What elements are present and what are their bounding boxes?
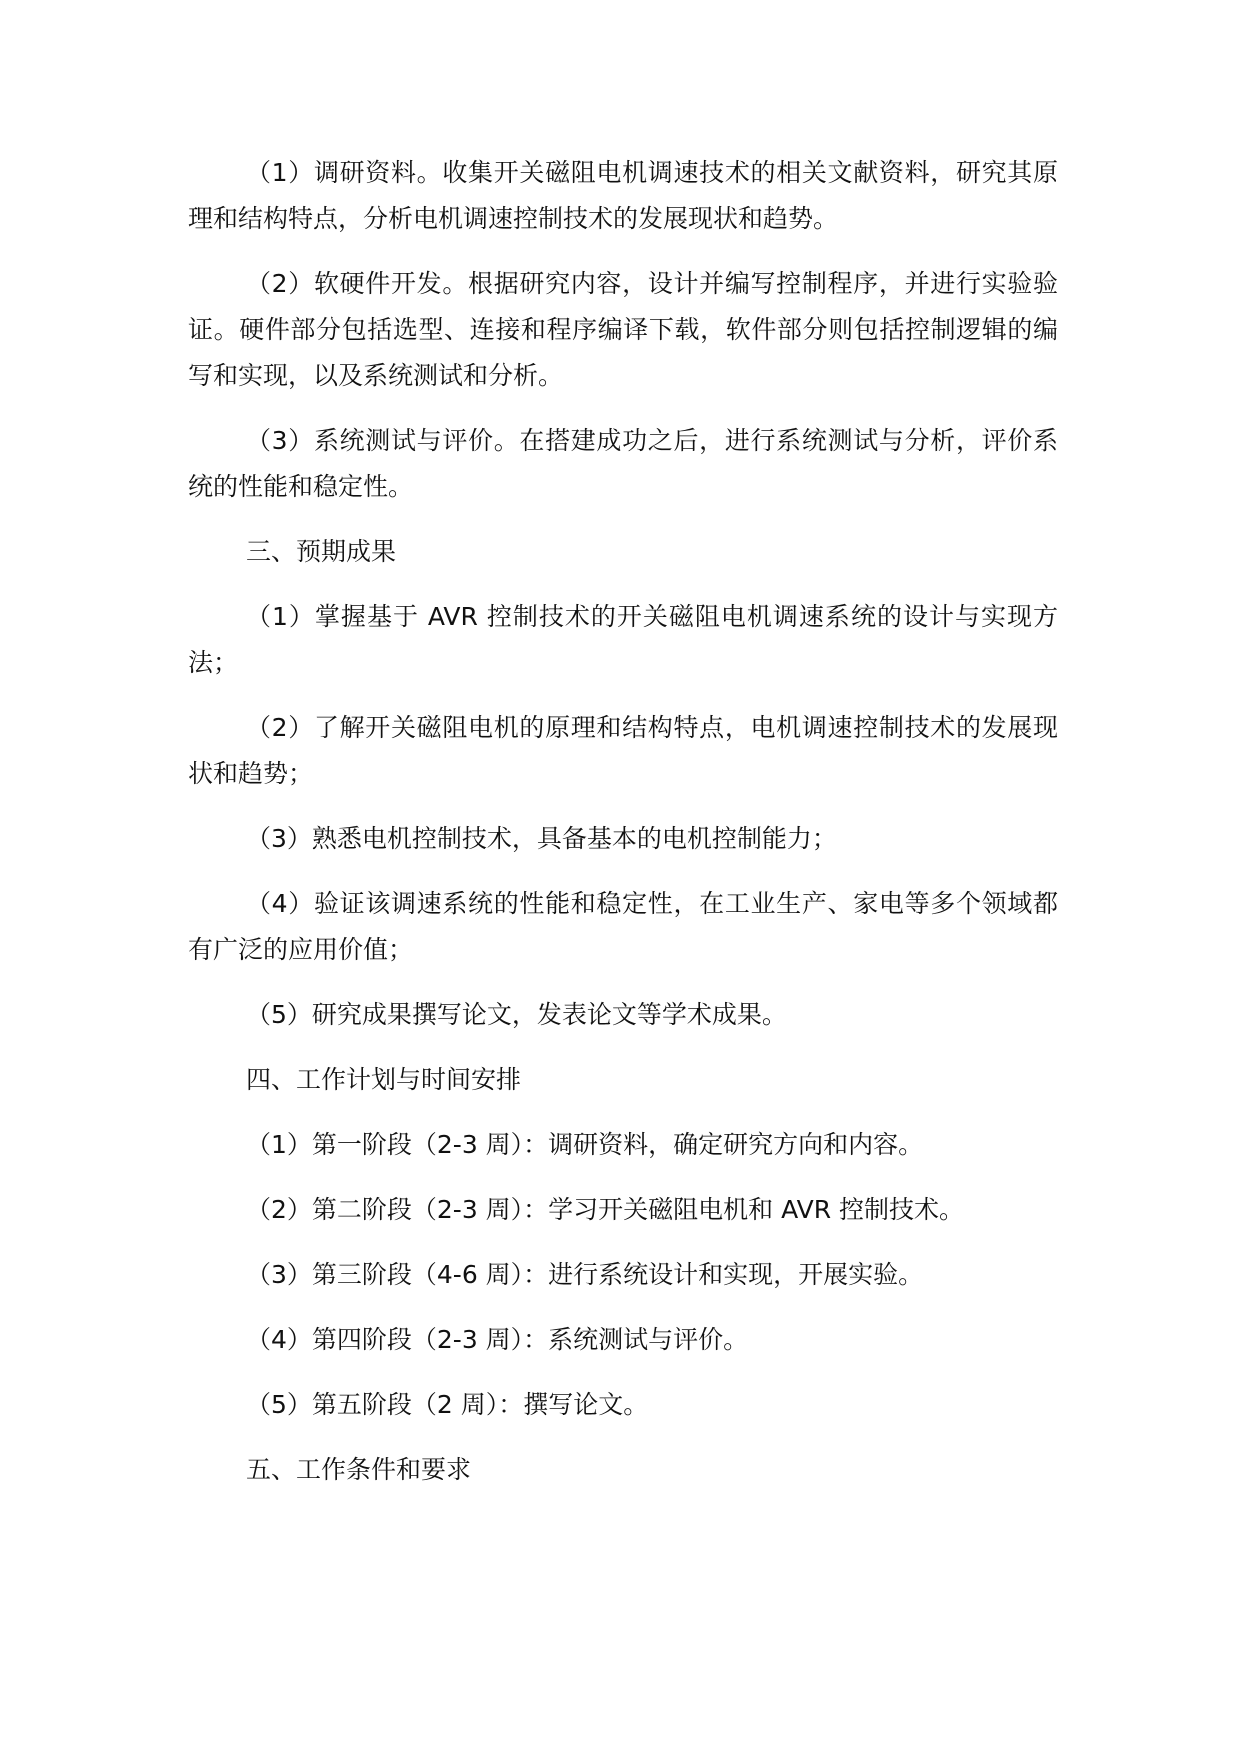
section-heading-work-conditions: 五、工作条件和要求 [246, 1455, 472, 1484]
expected-result-item: （5）研究成果撰写论文，发表论文等学术成果。 [246, 1000, 787, 1029]
work-plan-item: （1）第一阶段（2-3 周）：调研资料，确定研究方向和内容。 [246, 1130, 924, 1159]
work-plan-item: （2）第二阶段（2-3 周）：学习开关磁阻电机和 AVR 控制技术。 [246, 1195, 965, 1224]
section-heading-expected-results: 三、预期成果 [246, 537, 397, 566]
expected-result-item: （4）验证该调速系统的性能和稳定性，在工业生产、家电等多个领域都有广泛的应用价值； [188, 889, 1058, 964]
method-item: （2）软硬件开发。根据研究内容，设计并编写控制程序，并进行实验验证。硬件部分包括选型、连接和程序编译下载，软件部分则包括控制逻辑的编写和实现，以及系统测试和分析。 [188, 269, 1058, 390]
expected-result-item: （3）熟悉电机控制技术，具备基本的电机控制能力； [246, 824, 837, 853]
work-plan-item: （3）第三阶段（4-6 周）：进行系统设计和实现，开展实验。 [246, 1260, 924, 1289]
document-body [188, 150, 1058, 1512]
expected-result-item: （2）了解开关磁阻电机的原理和结构特点，电机调速控制技术的发展现状和趋势； [188, 713, 1058, 788]
method-item: （3）系统测试与评价。在搭建成功之后，进行系统测试与分析，评价系统的性能和稳定性。 [188, 426, 1058, 501]
work-plan-item: （5）第五阶段（2 周）：撰写论文。 [246, 1390, 649, 1419]
method-item: （1）调研资料。收集开关磁阻电机调速技术的相关文献资料，研究其原理和结构特点，分析电机调速控制技术的发展现状和趋势。 [188, 158, 1058, 233]
work-plan-item: （4）第四阶段（2-3 周）：系统测试与评价。 [246, 1325, 749, 1354]
expected-result-item: （1）掌握基于 AVR 控制技术的开关磁阻电机调速系统的设计与实现方法； [188, 602, 1058, 677]
section-heading-work-plan: 四、工作计划与时间安排 [246, 1065, 522, 1094]
